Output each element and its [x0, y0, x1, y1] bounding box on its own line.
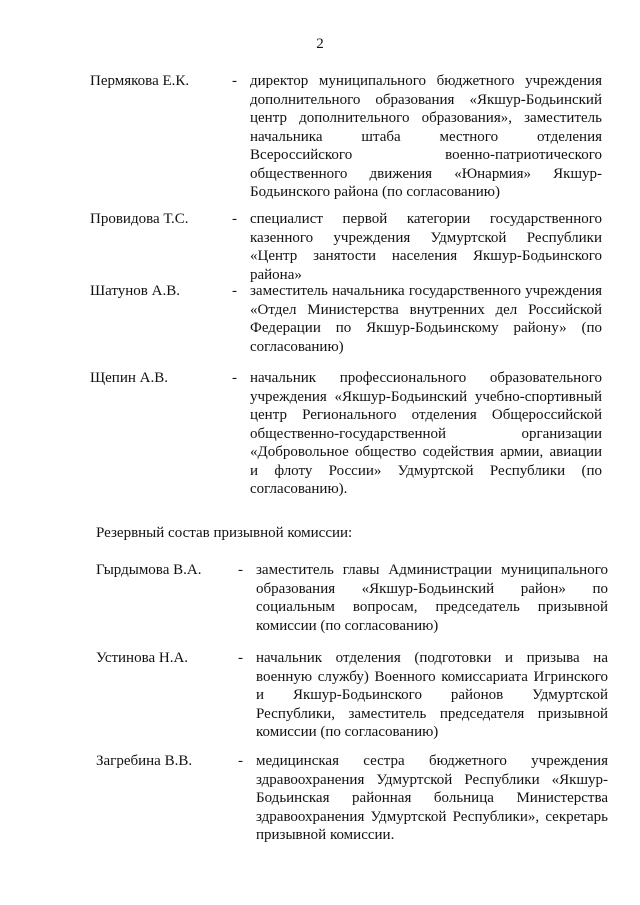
member-name: Щепин А.В. — [90, 370, 168, 386]
member-dash: - — [232, 283, 237, 299]
member-name: Загребина В.В. — [96, 753, 193, 769]
page-number: 2 — [316, 36, 324, 52]
member-description: медицинская сестра бюджетного учреждения здравоохранения Удмуртской Республики «Якшур-Бодьинская районная больница Министерства здравоохранения Удмуртской Республики», секретарь призывной комиссии. — [256, 753, 608, 843]
member-description: директор муниципального бюджетного учреждения дополнительного образования «Якшур-Бодьинский центр дополнительного образования», заместитель начальника штаба местного отделения Всероссийского военно-патриотического общественного движения «Юнармия» Якшур-Бодьинского района (по согласованию) — [250, 73, 602, 200]
member-dash: - — [238, 753, 243, 769]
member-description: заместитель главы Администрации муниципального образования «Якшур-Бодьинский район» по социальным вопросам, председатель призывной комиссии (по согласованию) — [256, 562, 608, 634]
member-description: начальник отделения (подготовки и призыва на военную службу) Военного комиссариата Игринского и Якшур-Бодьинского районов Удмуртской Республики, заместитель председателя призывной комиссии (по согласованию) — [256, 650, 608, 740]
member-description: специалист первой категории государственного казенного учреждения Удмуртской Республики «Центр занятости населения Якшур-Бодьинского района» — [250, 211, 602, 283]
member-name: Провидова Т.С. — [90, 211, 189, 227]
member-dash: - — [232, 211, 237, 227]
member-name: Гырдымова В.А. — [96, 562, 202, 578]
member-dash: - — [238, 650, 243, 666]
member-dash: - — [238, 562, 243, 578]
reserve-section-title: Резервный состав призывной комиссии: — [96, 525, 353, 541]
member-dash: - — [232, 370, 237, 386]
member-name: Устинова Н.А. — [96, 650, 189, 666]
member-description: начальник профессионального образовательного учреждения «Якшур-Бодьинский учебно-спортивный центр Регионального отделения Общероссийской общественно-государственной организации «Добровольное общество содействия армии, авиации и флоту России» Удмуртской Республики (по согласованию). — [250, 370, 602, 497]
member-name: Пермякова Е.К. — [90, 73, 190, 89]
member-dash: - — [232, 73, 237, 89]
member-description: заместитель начальника государственного учреждения «Отдел Министерства внутренних дел Российской Федерации по Якшур-Бодьинскому району» (по согласованию) — [250, 283, 602, 355]
member-name: Шатунов А.В. — [90, 283, 180, 299]
